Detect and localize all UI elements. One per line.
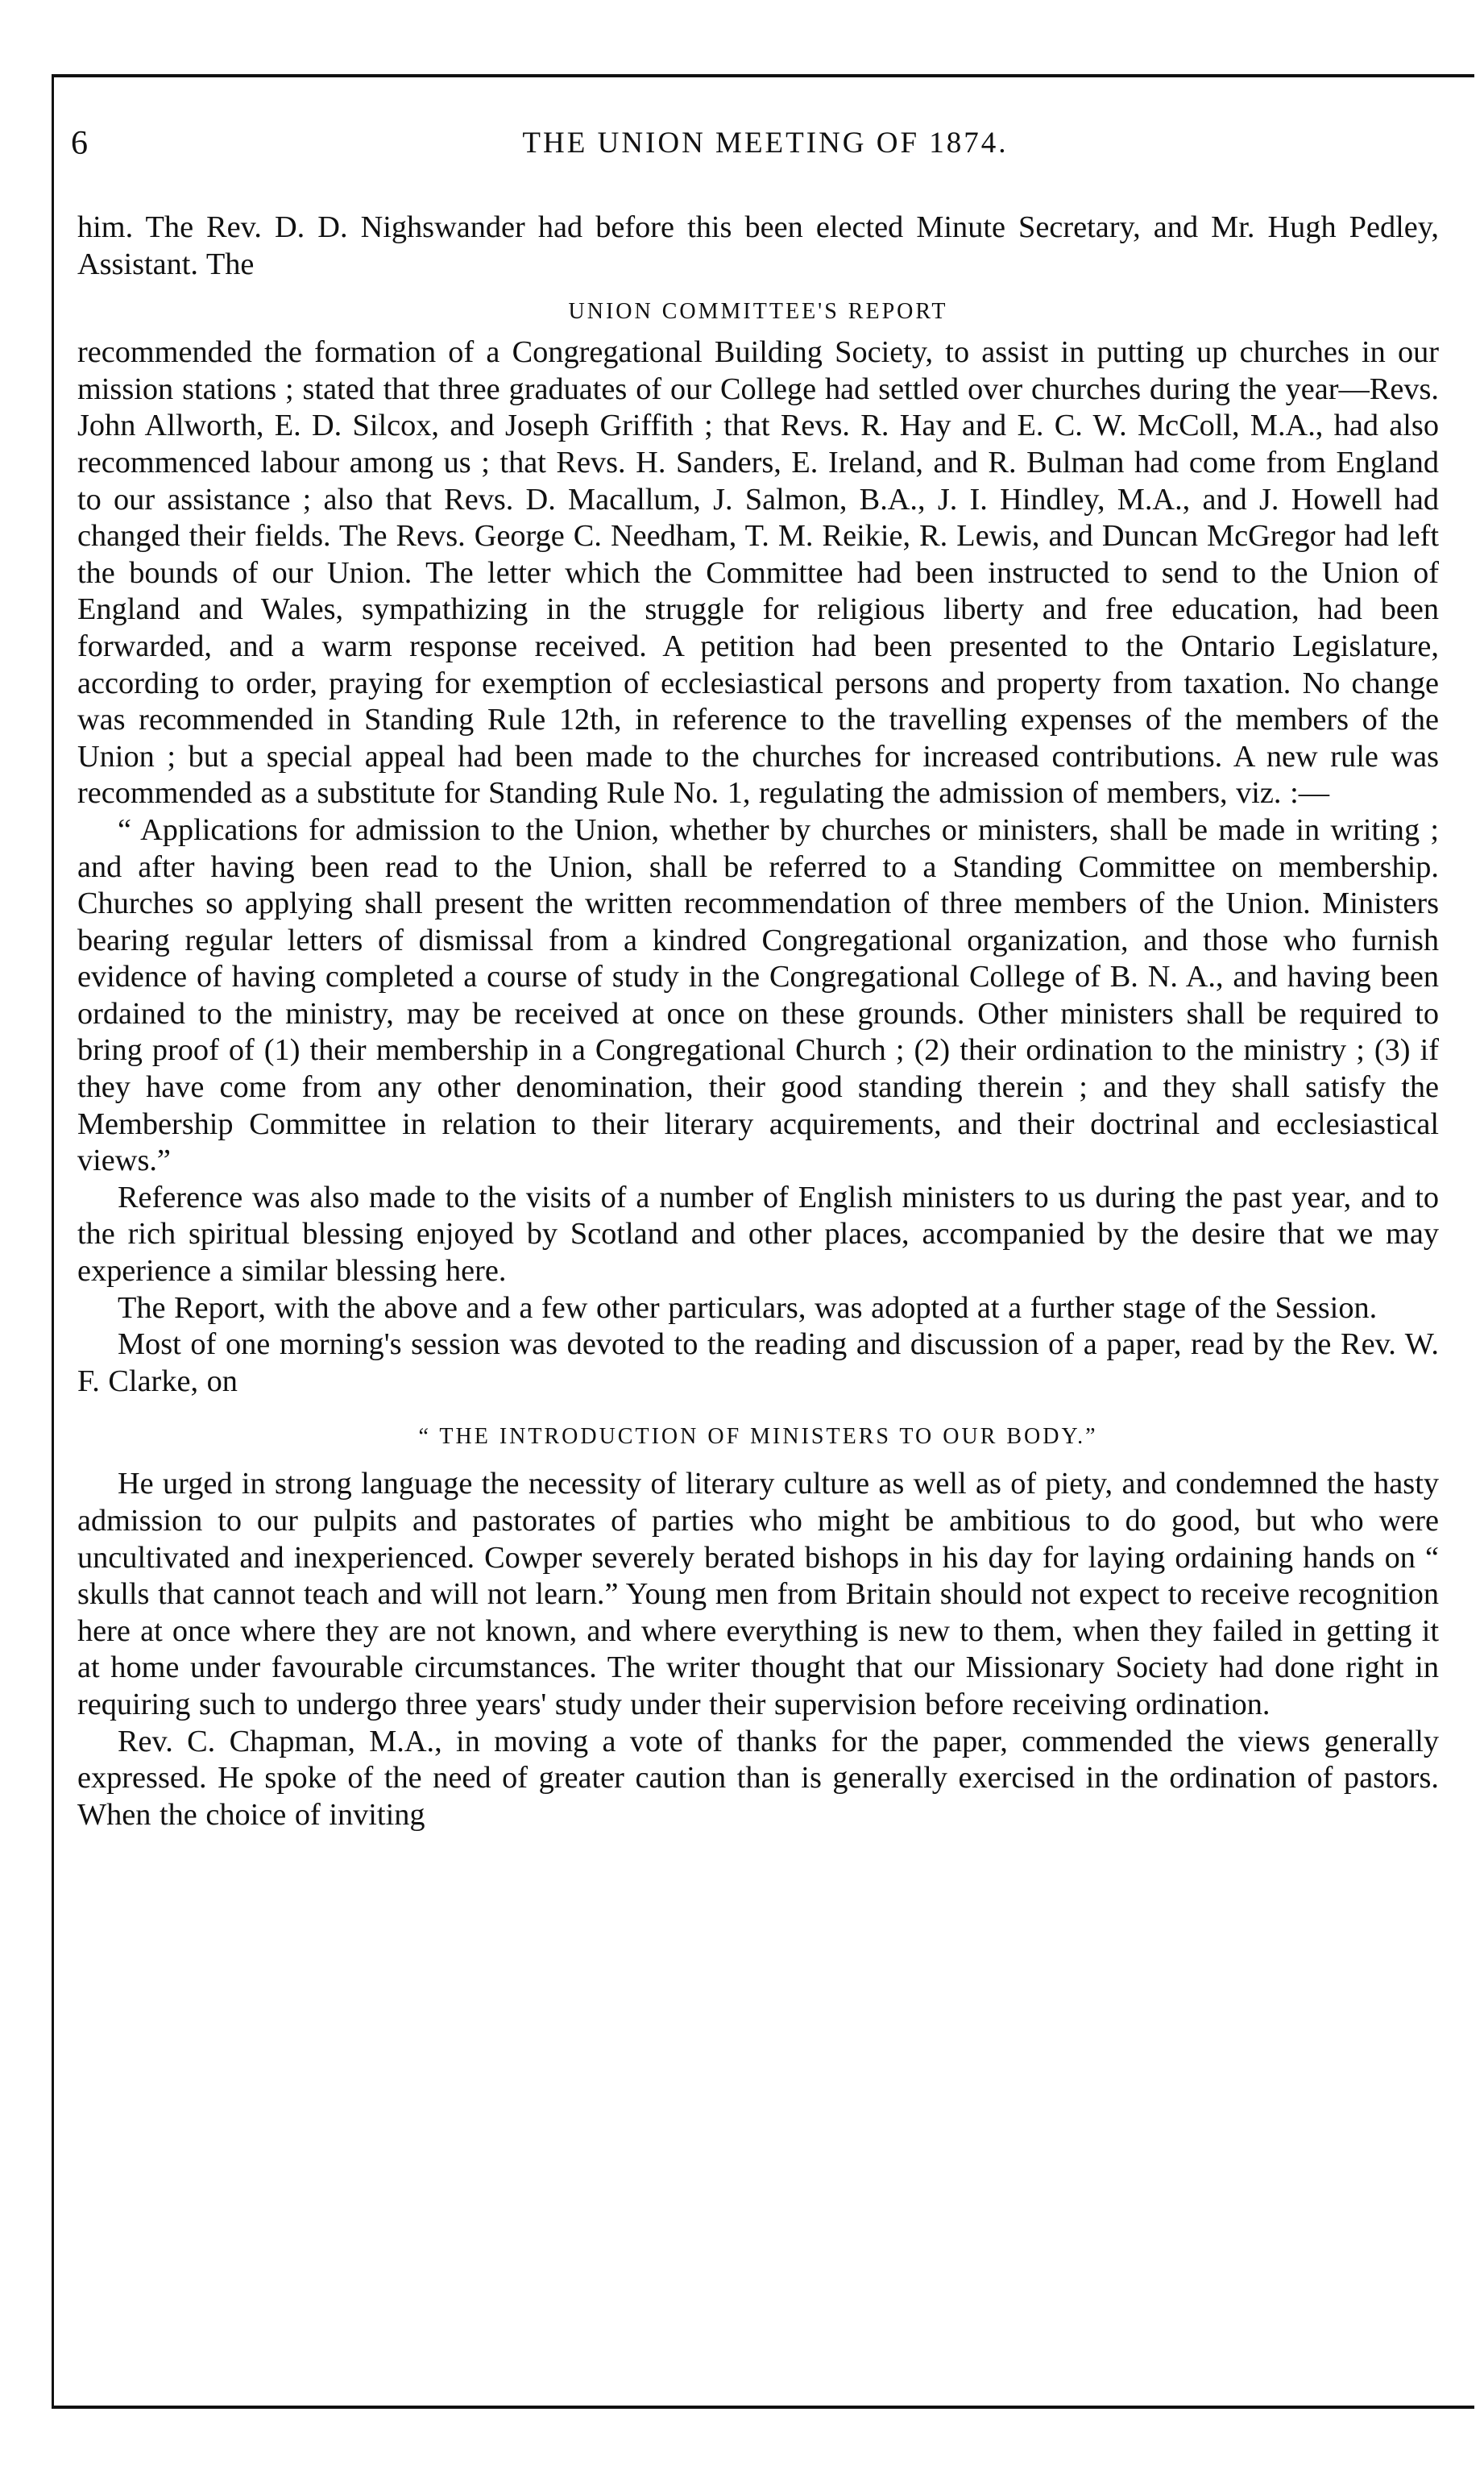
- body-text: [77, 210, 1439, 1833]
- paragraph-chapman-vote: Rev. C. Chapman, M.A., in moving a vote of thanks for the paper, commended the views generally expressed. He spoke of the need of greater caution than is generally exercised in the ordination of pastors. When the choice of inviting: [77, 1724, 1439, 1832]
- paragraph-report-adopted: The Report, with the above and a few other particulars, was adopted at a further stage of the Session.: [118, 1290, 1378, 1325]
- spacer: [77, 1400, 1439, 1414]
- spacer: [77, 283, 1439, 289]
- page-header: [71, 122, 1460, 171]
- running-title: THE UNION MEETING OF 1874.: [522, 127, 1009, 160]
- paragraph-english-ministers: Reference was also made to the visits of a number of English ministers to us during the past year, and to the rich spiritual blessing enjoyed by Scotland and other places, accompanied by the desire that we may experience a similar blessing here.: [77, 1180, 1439, 1289]
- section-heading-committee-report: UNION COMMITTEE'S REPORT: [568, 299, 948, 325]
- top-rule: [52, 74, 1474, 77]
- section-heading-introduction-of-ministers: “ THE INTRODUCTION OF MINISTERS TO OUR BODY.”: [418, 1424, 1098, 1450]
- spacer: [77, 1459, 1439, 1466]
- paragraph-minute-secretary: him. The Rev. D. D. Nighswander had before this been elected Minute Secretary, and Mr. Hugh Pedley, Assistant. The: [77, 210, 1439, 281]
- bottom-rule: [52, 2406, 1474, 2409]
- left-margin-rule: [52, 74, 54, 2409]
- paragraph-admission-rule-quote: “ Applications for admission to the Union, whether by churches or ministers, shall be made in writing ; and after having been read to the Union, shall be referred to a Standing Committee on membership. Churches so applying shall present the written recommendation of three members of the Union. Ministers bearing regular letters of dismissal from a kindred Congregational organization, and those who furnish evidence of having completed a course of study in the Congregational College of B. N. A., and having been ordained to the ministry, may be received at once on these grounds. Other ministers shall be required to bring proof of (1) their membership in a Congregational Church ; (2) their ordination to the ministry ; (3) if they have come from any other denomination, their good standing therein ; and they shall satisfy the Membership Committee in relation to their literary acquirements, and their doctrinal and ecclesiastical views.”: [77, 812, 1439, 1178]
- paragraph-committee-report: recommended the formation of a Congregational Building Society, to assist in putting up churches in our mission stations ; stated that three graduates of our College had settled over churches during the year—Revs. John Allworth, E. D. Silcox, and Joseph Griffith ; that Revs. R. Hay and E. C. W. McColl, M.A., had also recommenced labour among us ; that Revs. H. Sanders, E. Ireland, and R. Bulman had come from England to our assistance ; also that Revs. D. Macallum, J. Salmon, B.A., J. I. Hindley, M.A., and J. Howell had changed their fields. The Revs. George C. Needham, T. M. Reikie, R. Lewis, and Duncan McGregor had left the bounds of our Union. The letter which the Committee had been instructed to send to the Union of England and Wales, sympathizing in the struggle for religious liberty and free education, had been forwarded, and a warm response received. A petition had been presented to the Ontario Legislature, according to order, praying for exemption of ecclesiastical persons and property from taxation. No change was recommended in Standing Rule 12th, in reference to the travelling expenses of the members of the Union ; but a special appeal had been made to the churches for increased contributions. A new rule was recommended as a substitute for Standing Rule No. 1, regulating the admission of members, viz. :—: [77, 335, 1439, 811]
- page-number: 6: [71, 125, 88, 162]
- paragraph-literary-culture: He urged in strong language the necessity of literary culture as well as of piety, and condemned the hasty admission to our pulpits and pastorates of parties who might be ambitious to do good, but who were uncultivated and inexperienced. Cowper severely berated bishops in his day for laying ordaining hands on “ skulls that cannot teach and will not learn.” Young men from Britain should not expect to receive recognition here at once where they are not known, and where everything is new to them, when they failed in getting it at home under favourable circumstances. The writer thought that our Missionary Society had done right in requiring such to undergo three years' study under their supervision before receiving ordination.: [77, 1467, 1439, 1721]
- paragraph-morning-session: Most of one morning's session was devoted to the reading and discussion of a paper, read by the Rev. W. F. Clarke, on: [77, 1327, 1439, 1398]
